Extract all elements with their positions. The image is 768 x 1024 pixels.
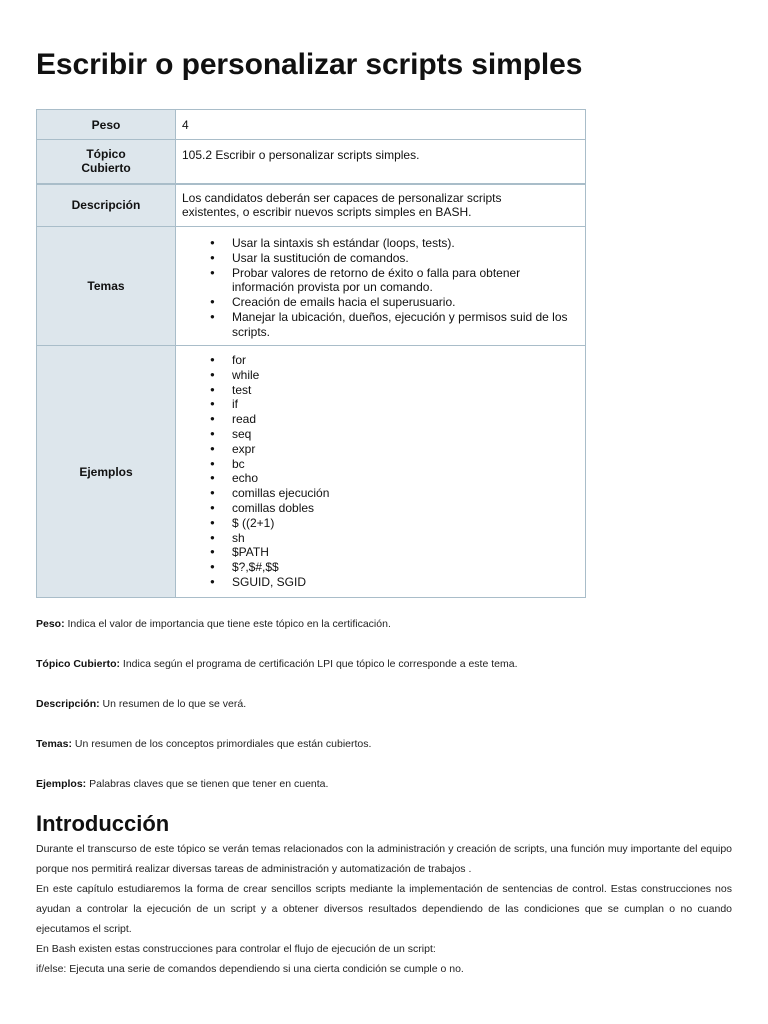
label-topico-line2: Cubierto — [81, 161, 131, 176]
label-peso: Peso — [37, 110, 176, 140]
row-peso — [37, 110, 586, 140]
value-temas — [176, 227, 586, 346]
temas-item-line: ● Usar la sustitución de comandos. — [232, 250, 409, 265]
intro-paragraph-2: En este capítulo estudiaremos la forma de crear sencillos scripts mediante la implementación de sentencias de control. Estas construcciones nos ayudan a controlar la ejecución de un script y a obtener diversos resultados dependiendo de las condiciones que se cumplan o no cuando ejecutamos el script. — [36, 883, 732, 935]
ejemplos-item: ● for — [232, 353, 579, 368]
ejemplos-item: ● comillas ejecución — [232, 486, 579, 501]
ejemplos-item: ● sh — [232, 531, 579, 546]
definition-text: Un resumen de lo que se verá. — [99, 698, 247, 710]
label-topico — [37, 140, 176, 184]
intro-paragraph-3: En Bash existen estas construcciones para controlar el flujo de ejecución de un script: — [36, 943, 436, 955]
intro-paragraph-1: Durante el transcurso de este tópico se verán temas relacionados con la administración y creación de scripts, una función muy importante del equipo porque nos permitirá realizar diversas tareas de administración y automatización de trabajos . — [36, 843, 732, 875]
definition-item — [36, 618, 736, 630]
definition-item — [36, 778, 736, 790]
temas-item — [232, 310, 579, 340]
temas-item — [232, 295, 579, 310]
ejemplos-item: ● SGUID, SGID — [232, 575, 579, 590]
ejemplos-item: ● while — [232, 368, 579, 383]
topic-info-table — [36, 109, 586, 598]
ejemplos-item: ● bc — [232, 457, 579, 472]
intro-paragraph-4: if/else: Ejecuta una serie de comandos dependiendo si una cierta condición se cumple o no. — [36, 963, 464, 975]
label-ejemplos: Ejemplos — [37, 346, 176, 598]
definition-text: Un resumen de los conceptos primordiales que están cubiertos. — [72, 738, 372, 750]
definition-term: Ejemplos: — [36, 778, 87, 790]
intro-heading: Introducción — [36, 811, 170, 836]
definition-term: Descripción: — [36, 698, 100, 710]
temas-item — [232, 236, 579, 251]
ejemplos-list — [182, 353, 579, 590]
ejemplos-item: ● $PATH — [232, 545, 579, 560]
definition-text: Indica según el programa de certificación LPI que tópico le corresponde a este tema. — [120, 658, 518, 670]
value-ejemplos — [176, 346, 586, 598]
temas-item-line: ● Creación de emails hacia el superusuario. — [232, 295, 456, 310]
ejemplos-item: ● expr — [232, 442, 579, 457]
definition-text: Palabras claves que se tienen que tener en cuenta. — [86, 778, 329, 790]
definition-text: Indica el valor de importancia que tiene este tópico en la certificación. — [64, 618, 391, 630]
temas-item-line: scripts. — [232, 324, 271, 339]
definition-item — [36, 658, 736, 670]
row-descripcion — [37, 184, 586, 227]
ejemplos-item: ● test — [232, 383, 579, 398]
ejemplos-item: ● $ ((2+1) — [232, 516, 579, 531]
label-temas: Temas — [37, 227, 176, 346]
value-topico: 105.2 Escribir o personalizar scripts simples. — [176, 140, 586, 184]
ejemplos-item: ● if — [232, 397, 579, 412]
definition-item — [36, 698, 736, 710]
value-descripcion-line1: Los candidatos deberán ser capaces de personalizar scripts — [182, 190, 502, 205]
value-descripcion-line2: existentes, o escribir nuevos scripts simples en BASH. — [182, 204, 472, 219]
row-ejemplos — [37, 346, 586, 598]
ejemplos-item: ● $?,$#,$$ — [232, 560, 579, 575]
temas-item-line: ● Usar la sintaxis sh estándar (loops, tests). — [232, 236, 455, 250]
temas-item — [232, 251, 579, 266]
label-descripcion: Descripción — [37, 184, 176, 227]
temas-item-line: ● Manejar la ubicación, dueños, ejecución y permisos suid de los — [232, 309, 568, 324]
row-temas — [37, 227, 586, 346]
temas-list — [182, 236, 579, 340]
definition-item — [36, 738, 736, 750]
page-title: Escribir o personalizar scripts simples — [36, 48, 583, 81]
value-descripcion — [176, 184, 586, 227]
temas-item-line: ● Probar valores de retorno de éxito o falla para obtener — [232, 265, 521, 280]
definition-term: Peso: — [36, 618, 65, 630]
row-topico — [37, 140, 586, 184]
temas-item — [232, 266, 579, 296]
ejemplos-item: ● comillas dobles — [232, 501, 579, 516]
definition-term: Tópico Cubierto: — [36, 658, 120, 670]
value-peso: 4 — [176, 110, 586, 140]
ejemplos-item: ● seq — [232, 427, 579, 442]
ejemplos-item: ● read — [232, 412, 579, 427]
temas-item-line: información provista por un comando. — [232, 280, 433, 295]
label-topico-line1: Tópico — [86, 147, 126, 162]
definition-term: Temas: — [36, 738, 72, 750]
ejemplos-item: ● echo — [232, 471, 579, 486]
